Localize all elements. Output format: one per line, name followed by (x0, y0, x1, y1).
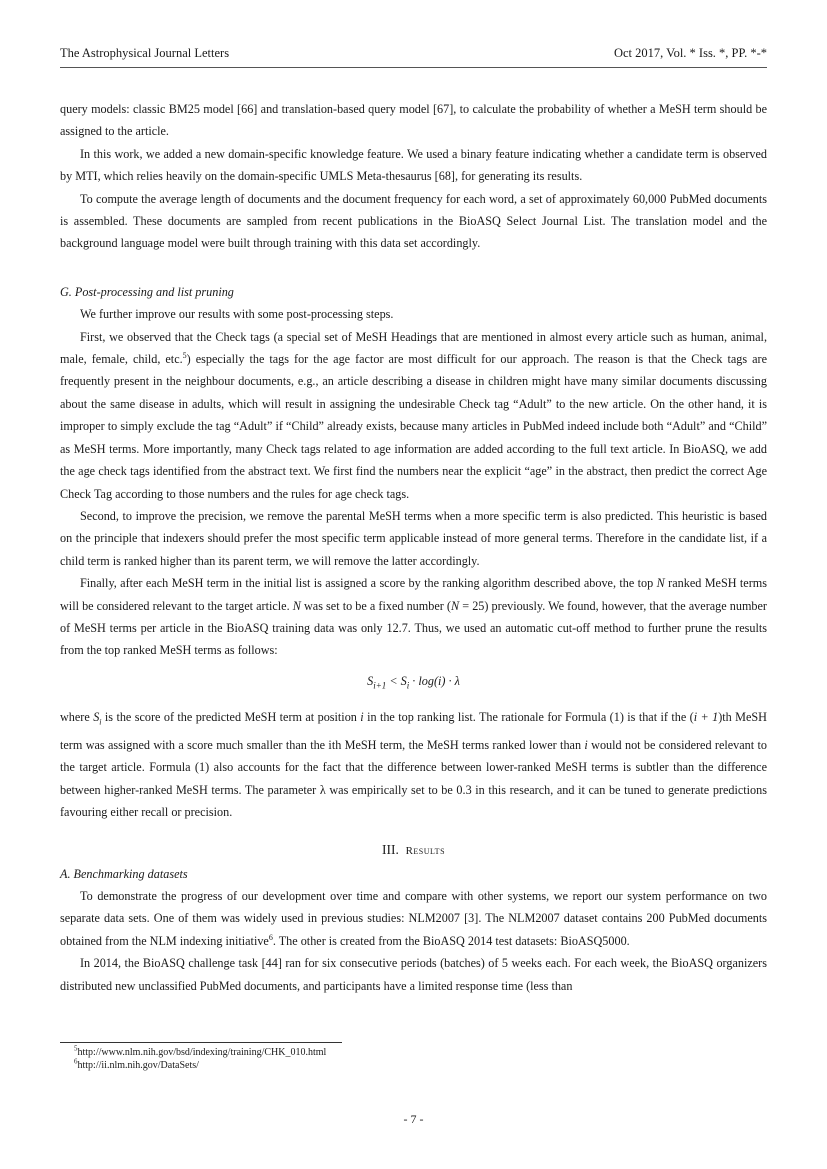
page-number: - 7 - (403, 1112, 424, 1126)
journal-name: The Astrophysical Journal Letters (60, 46, 230, 60)
issue-info: Oct 2017, Vol. * Iss. *, PP. *-* (613, 46, 767, 60)
running-header (60, 46, 767, 64)
footnote-rule (60, 1042, 342, 1043)
paragraph: Finally, after each MeSH term in the initial list is assigned a score by the ranking algorithm described above, the top N ranked MeSH terms will be considered relevant to the target article. N was set to be a fixed number (N = 25) previously. We found, however, that the average number of MeSH terms per article in the BioASQ training data was only 12.7. Thus, we used an automatic cut-off method to further prune the results from the top ranked MeSH terms as follows: (60, 576, 768, 658)
paragraph: To compute the average length of documents and the document frequency for each word, a set of approximately 60,000 PubMed documents is assembled. These documents are sampled from recent publications in the BioASQ Select Journal List. The translation model and the background language model were built through training with this data set accordingly. (60, 191, 767, 251)
paragraph: In 2014, the BioASQ challenge task [44] ran for six consecutive periods (batches) of 5 weeks each. For each week, the BioASQ organizers distributed new unclassified PubMed documents, and participants have a limited response time (less than (60, 956, 767, 993)
paragraph: query models: classic BM25 model [66] and translation-based query model [67], to calculate the probability of whether a MeSH term should be assigned to the article. (60, 102, 767, 139)
paragraph: We further improve our results with some post-processing steps. (80, 307, 394, 322)
subsection-heading: G. Post-processing and list pruning (60, 284, 234, 299)
section-heading: III. Results (381, 841, 446, 857)
page-body (60, 98, 767, 997)
paragraph: Second, to improve the precision, we remove the parental MeSH terms when a more specific term is also predicted. This heuristic is based on the principle that indexers should prefer the most specific term applicable instead of more general terms. Therefore in the candidate list, if a child term is ranked higher than its parent term, we will remove the latter accordingly. (60, 508, 767, 568)
formula-1: $S_{i+1} < S_i \cdot \log(i) \cdot \lambda$ (367, 673, 460, 691)
paragraph: where $S_i$ is the score of the predicted MeSH term at position i in the top ranking list. The rationale for Formula (1) is that if the (i + 1)th MeSH term was assigned with a score much smaller than the ith MeSH term, the MeSH terms ranked lower than i would not be considered relevant to the target article. Formula (1) also accounts for the fact that the difference between lower-ranked MeSH terms is subtler than the difference between higher-ranked MeSH terms. The parameter λ was empirically set to be 0.3 in this research, and it can be tuned to generate predictions favouring either recall or precision. (60, 710, 767, 820)
footnote: $^5$http://www.nlm.nih.gov/bsd/indexing/training/CHK_010.html (74, 1044, 327, 1058)
subsection-heading: A. Benchmarking datasets (60, 866, 188, 881)
paragraph: To demonstrate the progress of our development over time and compare with other systems, we report our system performance on two separate data sets. One of them was widely used in previous studies: NLM2007 [3]. The NLM2007 dataset contains 200 PubMed documents obtained from the NLM indexing initiative$^6$. The other is created from the BioASQ 2014 test datasets: BioASQ5000. (60, 889, 767, 948)
paragraph: First, we observed that the Check tags (a special set of MeSH Headings that are mentioned in almost every article such as human, animal, male, female, child, etc.$^5$) especially the tags for the age factor are most difficult for our approach. The reason is that the Check tags are frequently present in the neighbour documents, e.g., an article describing a disease in children might have many similar documents discussing about the same disease in adults, which will result in assigning the undesirable Check tag “Adult” to the new article. On the other hand, it is improper to simply exclude the tag “Adult” if “Child” already exists, because many articles in PubMed indeed include both “Adult” and “Child” as MeSH terms. More importantly, many Check tags related to age information are added according to the full text article. In BioASQ, we add the age check tags identified from the abstract text. We first find the numbers near the explicit “age” in the abstract, then predict the correct Age Check Tag according to those numbers and the rules for age check tags. (60, 329, 767, 501)
footnote: $^6$http://ii.nlm.nih.gov/DataSets/ (74, 1057, 199, 1071)
header-rule (60, 67, 767, 68)
paragraph: In this work, we added a new domain-specific knowledge feature. We used a binary feature indicating whether a candidate term is observed by MTI, which relies heavily on the domain-specific UMLS Meta-thesaurus [68], for generating its results. (60, 146, 767, 184)
